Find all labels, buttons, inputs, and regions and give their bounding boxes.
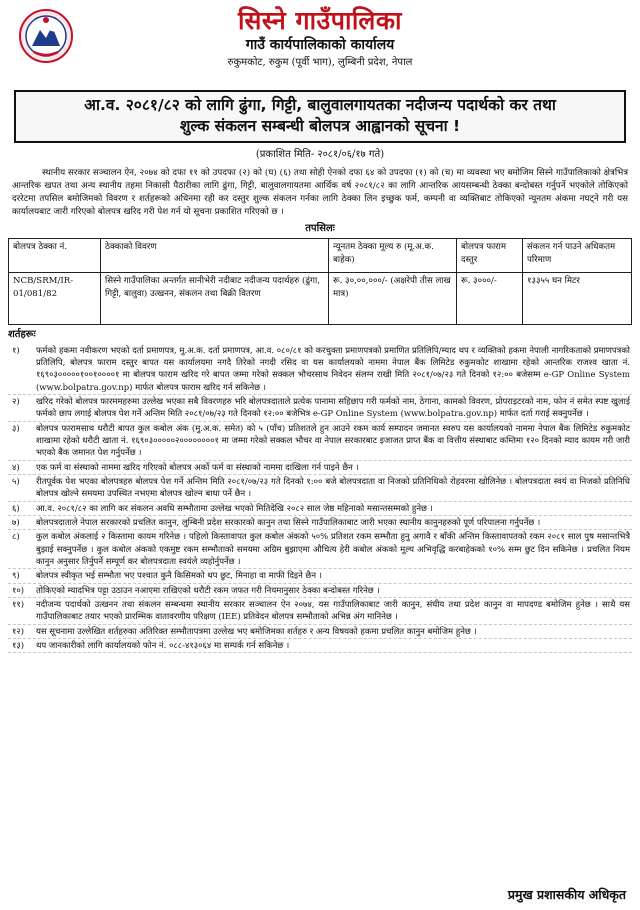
term-text: बोलपत्रदाताले नेपाल सरकारको प्रचलित कानुन, लुम्बिनी प्रदेश सरकारको कानुन तथा सिस्ने गाउँपालिकाबाट जारी भएका स्थानीय कानुनहरुको पूर्ण परिपालना गर्नुपर्नेछ । <box>36 516 541 527</box>
term-text: बोलपत्र फारामसाथ धरौटी बापत कुल कबोल अंक (मु.अ.क. समेत) को ५ (पाँच) प्रतिशतले हुन आउने रकम कार्य सम्पादन जमानत स्वरुप यस कार्यालयको नाममा नेपाल बैंक लिमिटेड रुकुमकोट शाखामा रहेको धरौटी खाता नं. १६९०३०००००२००००००००१ मा जम्मा गरेको सक्कल भौचर वा नेपाल सरकारबाट इजाजत प्राप्त बैंक वा वित्तीय संस्थाबाट कम्तिमा १२० दिनको म्याद कायम गरी जारी भएको बैंक जमानत पेश गर्नुपर्नेछ । <box>36 422 630 458</box>
term-item <box>8 461 632 475</box>
term-text: यस सूचनामा उल्लेखित शर्तहरुका अतिरिक्त सम्भौतापत्रमा उल्लेख भए बमोजिमका शर्तहरु र अन्य विषयको हकमा प्रचलित कानुन बमोजिम हुनेछ । <box>36 625 477 636</box>
term-text: बोलपत्र स्वीकृत भई सम्भौता भए पश्चात कुनै किसिमको थप छुट, मिनाहा वा माफी दिइने छैन । <box>36 570 322 581</box>
office-subtitle: गाउँ कार्यपालिकाको कार्यालय <box>245 37 395 53</box>
term-text: तोकिएको म्यादभित्र पट्टा उठाउन नआएमा राखिएको धरौटी रकम जफत गरी नियमानुसार ठेक्का बन्दोबस्त गरिनेछ । <box>36 584 380 595</box>
office-address: रुकुमकोट, रुकुम (पूर्वी भाग), लुम्बिनी प्रदेश, नेपाल <box>227 57 413 68</box>
term-item <box>8 516 632 530</box>
term-item <box>8 395 632 422</box>
terms-list <box>8 344 632 654</box>
term-number: ९) <box>12 570 20 581</box>
term-item <box>8 475 632 502</box>
term-number: १२) <box>12 625 25 636</box>
term-item <box>8 344 632 395</box>
term-item <box>8 422 632 461</box>
table-header-row <box>9 239 632 273</box>
term-text: कुल कबोल अंकलाई २ किस्तामा कायम गरिनेछ । पहिलो किस्तावापत कुल कबोल अंकको ५०% प्रतिशत रकम सम्भौता हुनु अगावै र बाँकी अन्तिम किस्तावापतको रकम २०८१ साल पुष मसान्तभित्रै बुझाई सक्नुपर्नेछ । कुल कबोल अंकको एकमुष्ट रकम सम्भौताको समयमा अग्रिम बुझाएमा औचित्य हेरी कबोल अंकको मूल्य अभिवृद्धि करबाहेकको १०% सम्म छुट दिन सकिनेछ । प्रचलित नियम कानुन अनुसार तिर्नुपर्ने सम्पूर्ण कर बोलपत्रदाता स्वयंले व्यहोर्नुपर्नेछ । <box>36 531 630 566</box>
term-number: ५) <box>12 475 20 486</box>
table-cell: सिस्ने गाउँपालिका अन्तर्गत सानीभेरी नदीबाट नदीजन्य पदार्थहरु (ढुंगा, गिट्टी, बालुवा) उत्खनन, संकलन तथा बिक्री वितरण <box>101 273 329 325</box>
table-row <box>9 273 632 325</box>
term-text: थप जानकारीको लागि कार्यालयको फोन नं. ०८८-४१३०६४ मा सम्पर्क गर्न सकिनेछ । <box>36 639 290 650</box>
term-number: ८) <box>12 531 20 542</box>
term-number: १) <box>12 344 20 355</box>
term-item <box>8 569 632 583</box>
column-header: ठेक्काको विवरण <box>101 239 329 273</box>
column-header: बोलपत्र फाराम दस्तुर <box>457 239 523 273</box>
signatory-title: प्रमुख प्रशासकीय अधिकृत <box>507 886 626 902</box>
schedule-title: तपसिलः <box>305 222 335 234</box>
term-text: फर्मको हकमा नवीकरण भएको दर्ता प्रमाणपत्र, मु.अ.क. दर्ता प्रमाणपत्र, आ.व. ०८०/८१ को करचुक्ता प्रमाणपत्रको प्रमाणित प्रतिलिपि/म्याद थप र व्यक्तिको हकमा नेपाली नागरिकताको प्रमाणपत्रको प्रतिलिपि, बोलपत्र फाराम दस्तुर बापत यस कार्यालयमा नगदै तिरेको नगदी रसिद वा यस कार्यालयको नाममा नेपाल बैंक लिमिटेड रुकुमकोट शाखामा रहेको आन्तरिक राजश्व खाता नं. १६९०३०००००१००१००००१ मा बोलपत्र फाराम खरिद गरे बापत जम्मा गरेको सक्कल भौचरसाथ निवेदन संलग्न राखी मिति २०८१/०७/२३ गते दिनको १२:०० बजेसम्म e-GP Online System (www.bolpatra.gov.np) मार्फत बोलपत्र फाराम खरिद गर्न सकिनेछ । <box>36 344 630 392</box>
term-number: ११) <box>12 598 25 609</box>
term-item <box>8 598 632 625</box>
term-number: ४) <box>12 461 20 472</box>
term-item <box>8 639 632 653</box>
term-number: २) <box>12 396 20 406</box>
term-text: एक फर्म वा संस्थाको नाममा खरिद गरिएको बोलपत्र अर्को फर्म वा संस्थाको नाममा दाखिला गर्न पाइने छैन । <box>36 461 359 472</box>
published-date: (प्रकाशित मिति- २०८१/०६/१७ गते) <box>255 149 385 160</box>
term-item <box>8 625 632 639</box>
headline-line-2: शुल्क संकलन सम्बन्धी बोलपत्र आह्वानको सूचना ! <box>179 117 461 135</box>
table-cell: रू. ३०००/- <box>457 273 523 325</box>
tender-table <box>8 238 632 325</box>
term-number: १३) <box>12 639 25 650</box>
table-cell: रू. ३०,००,०००/- (अक्षरेपी तीस लाख मात्र) <box>329 273 457 325</box>
term-text: रीतपूर्वक पेश भएका बोलपत्रहरु बोलपत्र पेश गर्ने अन्तिम मिति २०८१/०७/२३ गते दिनको १:०० बजे बोलपत्रदाता वा निजको प्रतिनिधिको रोहवरमा खोलिनेछ । बोलपत्रदाता स्वयं वा निजको प्रतिनिधि बोलपत्र खोल्ने समयमा उपस्थित नभएमा बोलपत्र खोल्न बाधा पर्ने छैन । <box>36 475 630 499</box>
term-item <box>8 502 632 516</box>
term-text: खरिद गरेको बोलपत्र फारममहरुमा उल्लेख भएका सबै विवरणहरु भरि बोलपत्रदाताले प्रत्येक पानामा सहिछाप गरी फर्मको नाम, ठेगाना, कामको विवरण, प्रोपराइटरको नाम, फोन नं समेत स्पष्ट खुलाई फर्मको छाप लगाई बोलपत्र पेश गर्ने अन्तिम मिति २०८१/०७/२३ गते दिनको १२:०० बजेभित्र e-GP Online System (www.bolpatra.gov.np) मार्फत दर्ता गराई सक्नुपर्नेछ । <box>36 396 630 419</box>
notice-headline <box>14 90 626 143</box>
municipality-title: सिस्ने गाउँपालिका <box>237 6 403 35</box>
table-cell: १३३५५ घन मिटर <box>523 273 632 325</box>
term-text: आ.व. २०८१/८२ का लागि कर संकलन अवधि सम्भौतामा उल्लेख भएको मितिदेखि २०८२ साल जेष्ठ महिनाको मसान्तसम्मको हुनेछ । <box>36 502 433 513</box>
term-item <box>8 530 632 569</box>
nepal-emblem-icon <box>18 8 74 64</box>
column-header: बोलपत्र ठेक्का नं. <box>9 239 101 273</box>
intro-paragraph: स्थानीय सरकार सञ्चालन ऐन, २०७४ को दफा ११ को उपदफा (२) को (घ) (६) तथा सोही ऐनको दफा ६४ को उपदफा (१) को (च) मा व्यवस्था भए बमोजिम सिस्ने गाउँपालिकाको क्षेत्रभित्र आन्तरिक खपत तथा अन्य स्थानीय तहमा निकासी पैठारीका लागि ढुंगा, गिट्टी, बालुवालगायतमा आर्थिक वर्ष २०८१/८२ का लागि आन्तरिक आयसम्बन्धी ठेक्का बन्दोबस्त गर्नुपर्ने भएकोले तोकिएको दररेटमा तपसिल बमोजिमको विवरण र शर्तहरूको अधिनमा रही कर दस्तुर शुल्क संकलन गर्नका लागि ठेक्का लिन इच्छुक फर्म, कम्पनी वा व्यक्तिबाट तोकिएको न्यूनतम अंकमा नघट्ने गरी यस कार्यालयबाट जारी गरिएको बोलपत्र खरिद गरी पेश गर्न यो सूचना प्रकाशित गरिएको छ । <box>12 167 628 217</box>
term-number: ७) <box>12 516 20 527</box>
term-number: ६) <box>12 502 20 513</box>
term-item <box>8 584 632 598</box>
letterhead <box>8 4 632 88</box>
term-number: ३) <box>12 422 20 433</box>
column-header: संकलन गर्न पाउने अधिकतम परिमाण <box>523 239 632 273</box>
term-number: १०) <box>12 584 25 595</box>
column-header: न्यूनतम ठेक्का मूल्य रु (मू.अ.क. बाहेक) <box>329 239 457 273</box>
table-cell: NCB/SRM/IR-01/081/82 <box>9 273 101 325</box>
headline-line-1: आ.व. २०८१/८२ को लागि ढुंगा, गिट्टी, बालुवालगायतका नदीजन्य पदार्थको कर तथा <box>84 96 556 114</box>
term-text: नदीजन्य पदार्थको उत्खनन तथा संकलन सम्बन्धमा स्थानीय सरकार सञ्चालन ऐन २०७४, यस गाउँपालिकाबाट जारी कानुन, संघीय तथा प्रदेश कानुन वा मापदण्ड बमोजिम हुनेछ । साथै यस गाउँपालिकाबाट तयार भएको प्रारम्भिक वातावरणीय परिक्षण (IEE) प्रतिवेदन बोलपत्र सम्भौताको अभिन्न अंग मानिनेछ । <box>36 598 630 622</box>
terms-title: शर्तहरूः <box>8 329 36 341</box>
